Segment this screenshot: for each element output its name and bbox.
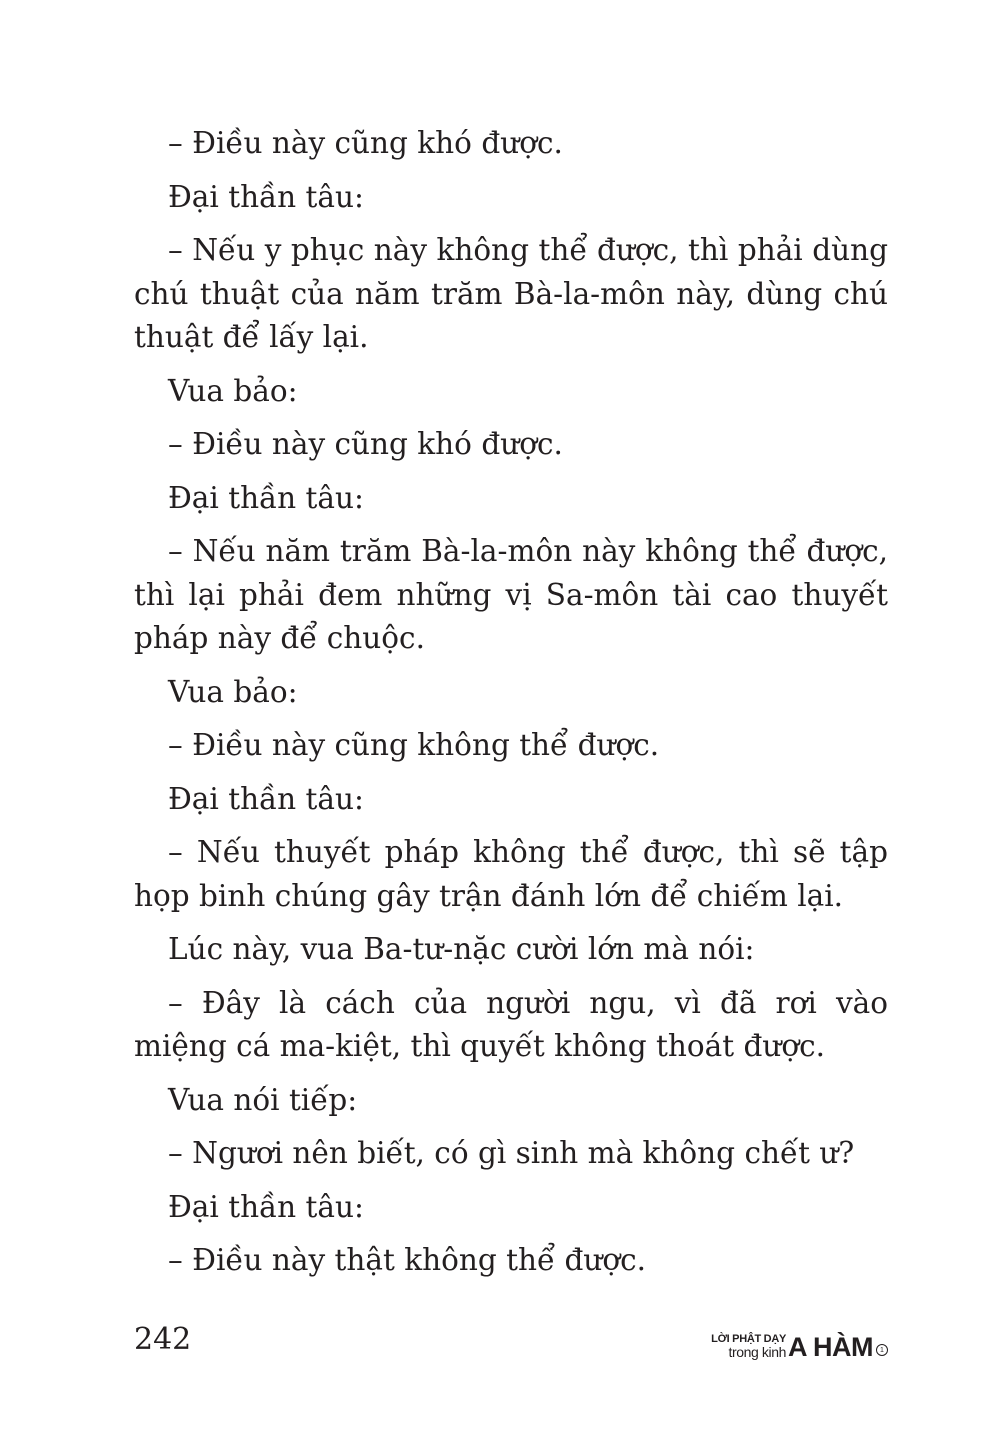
page-footer xyxy=(134,1318,888,1368)
paragraph: Lúc này, vua Ba-tư-nặc cười lớn mà nói: xyxy=(168,932,755,966)
paragraph: – Điều này cũng khó được. xyxy=(168,427,563,461)
book-page-body xyxy=(134,122,888,1293)
paragraph: Đại thần tâu: xyxy=(168,1189,364,1224)
series-line-2: trong kinh xyxy=(728,1344,786,1360)
paragraph: – Nếu năm trăm Bà-la-môn này không thể được, thì lại phải đem những vị Sa-môn tài cao thuyết pháp này để chuộc. xyxy=(134,534,888,655)
volume-badge: 1 xyxy=(876,1344,888,1356)
paragraph: Đại thần tâu: xyxy=(168,781,364,816)
paragraph: Vua bảo: xyxy=(168,674,298,709)
paragraph: – Nếu thuyết pháp không thể được, thì sẽ tập họp binh chúng gây trận đánh lớn để chiếm lại. xyxy=(134,835,888,913)
series-title: A HÀM xyxy=(788,1332,873,1362)
paragraph: Vua bảo: xyxy=(168,373,298,408)
page-number: 242 xyxy=(134,1322,192,1357)
paragraph: Đại thần tâu: xyxy=(168,480,364,515)
paragraph: – Đây là cách của người ngu, vì đã rơi vào miệng cá ma-kiệt, thì quyết không thoát được. xyxy=(134,985,888,1063)
paragraph: – Ngươi nên biết, có gì sinh mà không chết ư? xyxy=(168,1136,855,1170)
paragraph: Vua nói tiếp: xyxy=(168,1082,358,1117)
paragraph: – Điều này cũng không thể được. xyxy=(168,728,660,762)
paragraph: – Điều này thật không thể được. xyxy=(168,1243,647,1277)
paragraph: – Nếu y phục này không thể được, thì phải dùng chú thuật của năm trăm Bà-la-môn này, dùng chú thuật để lấy lại. xyxy=(134,233,888,354)
series-subtitle xyxy=(711,1334,786,1362)
series-line-1: LỜI PHẬT DẠY xyxy=(711,1333,786,1345)
paragraph: Đại thần tâu: xyxy=(168,179,364,214)
paragraph: – Điều này cũng khó được. xyxy=(168,126,563,160)
series-logo xyxy=(711,1322,888,1362)
